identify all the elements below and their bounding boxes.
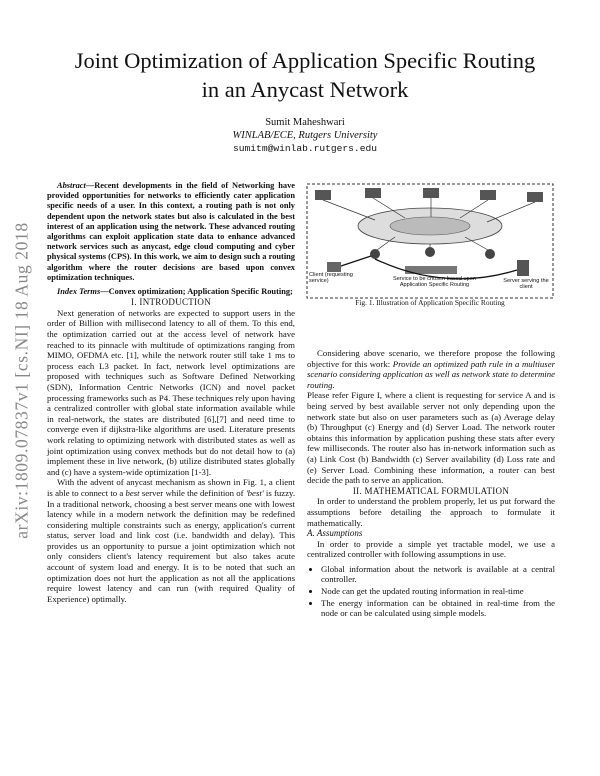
intro-p2-best: best (125, 487, 140, 498)
author-email: sumitm@winlab.rutgers.edu (233, 143, 377, 154)
abstract-text: —Recent developments in the field of Networking have provided opportunities for networks to efficiently cater application specific needs of a user. In this context, a routing path is not only dependent upon the network states but also is calculated in the best interest of an application using the network. These advanced routing algorithms can exploit application state data to enhance advanced network services such as anycast, edge cloud computing and cyber physical systems (CPS). In this work, we aim to design such a routing algorithm where the router decisions are based upon convex optimization techniques. (47, 181, 295, 282)
title-line-1: Joint Optimization of Application Specific Routing (74, 48, 536, 73)
objective-intro: Considering above scenario, we therefore propose the following objective for this work: (307, 348, 555, 369)
assumptions-list (307, 564, 555, 619)
arxiv-id: arXiv:1809.07837v1 [cs.NI] 18 Aug 2018 (11, 221, 32, 539)
section-heading-introduction: I. INTRODUCTION (131, 297, 211, 308)
author-block (100, 116, 510, 155)
title-line-2: in an Anycast Network (201, 77, 409, 102)
abstract-label: Abstract (57, 181, 86, 190)
index-terms-label: Index Terms (57, 287, 101, 297)
server-node-icon (315, 190, 331, 200)
section-heading-math: II. MATHEMATICAL FORMULATION (352, 485, 510, 496)
intro-paragraph-1: Next generation of networks are expected to support users in the order of Billion with millisecond latency to all of them. To this end, the optimization carried out at the access level of network have reached to its pinnacle with multitude of optimizations ranging from MIMO, OFDMA etc. [1], while the network router still take 1 ms to process each L3 packet. In fact, network level optimizations are proposed with techniques such as Software Defined Networking (SDN), Information Centric Networks (ICN) and novel packet processing frameworks such as P4. These techniques rely upon having a centralized controller with global state information available while in real-network, the states are distributed [6],[7] and need time to converge even if dijkstra-like algorithms are used. Literature presents work relating to optimizing network with distributed states as well as joint optimization using convex methods but do not detail how to (a) implement these in live network, (b) utilize distributed states globally and (c) have a system-wide optimization [1-3]. (47, 307, 295, 477)
label-server: Server serving the client (503, 278, 549, 291)
client-icon (327, 262, 341, 272)
right-paragraph-2: Please refer Figure I, where a client is requesting for service A and is being served by best available server not only depending upon the network state but also on user parameters such as (a) Average delay (b) Throughput (c) Energy and (d) Server Load. The network router obtains this information by application pushing these stats after every few milliseconds. The router also has in-network information such as (a) Link Cost (b) Bandwidth (c) Server availability (d) Loss rate and (e) Server Load. Combining these information, a router can best decide the path to serve an application. (307, 390, 555, 486)
right-paragraph-1 (307, 348, 555, 390)
right-column (307, 348, 555, 620)
intro-p2-post: is fuzzy. In a traditional network, choosing a best server means one with lowest latency while in a modern network the definition may be redefined considering multiple constraints such as energy, application's current status, server load and link cost (i.e. bandwidth and delay). This provides us an opportunity to pursue a joint optimization which not only considers client's latency requirement but also takes acute account of system load and energy. It is to be noted that such an optimization does not hurt the application as not all the applications require lowest latency and can run (with required Quality of Experience) optimally. (47, 487, 296, 604)
left-column (47, 181, 295, 604)
assumptions-paragraph: In order to provide a simple yet tractable model, we use a centralized controller with following assumptions in use. (307, 538, 555, 560)
network-diagram (305, 182, 555, 300)
server-node-icon (423, 188, 439, 198)
router-icon (485, 249, 495, 259)
serving-server-icon (517, 260, 529, 276)
server-node-icon (480, 190, 496, 200)
index-terms-text: —Convex optimization; Application Specific Routing; (100, 287, 293, 297)
index-terms (47, 287, 295, 297)
list-item: • Node can get the updated routing information in real-time (321, 586, 555, 597)
list-item: • Global information about the network is available at a central controller. (321, 564, 555, 585)
arxiv-stamp (6, 190, 38, 570)
server-node-icon (527, 192, 543, 202)
figure-1 (305, 182, 555, 302)
abstract (47, 181, 295, 283)
intro-p2-pre: With the advent of anycast mechanism as shown in Fig. 1, a client is able to connect to a (47, 477, 295, 498)
math-paragraph-1: In order to understand the problem properly, let us put forward the assumptions before detailing the approach to formulate it mathematically. (307, 496, 555, 528)
intro-p2-best-quoted: 'best' (245, 487, 264, 498)
core-network-icon (390, 217, 470, 235)
server-node-icon (365, 188, 381, 198)
objective-statement: Provide an optimized path rule in a multiuser scenario considering application as well as network state to determine routing. (307, 358, 556, 390)
figure-caption: Fig. 1. Illustration of Application Specific Routing (355, 298, 505, 307)
paper-title (40, 46, 570, 104)
label-best-service: Service to be chosen based upon Application Specific Routing (392, 276, 477, 289)
intro-p2-mid: server while the definition of (139, 487, 246, 498)
router-icon (425, 247, 435, 257)
subsection-heading-assumptions: A. Assumptions (307, 528, 363, 539)
router-icon (370, 249, 380, 259)
label-client: Client (requesting service) (309, 272, 353, 285)
intro-paragraph-2 (47, 477, 295, 604)
author-name: Sumit Maheshwari (265, 117, 345, 128)
author-affiliation: WINLAB/ECE, Rutgers University (232, 130, 378, 141)
list-item: • The energy information can be obtained in real-time from the node or can be calculated using simple models. (321, 598, 555, 619)
